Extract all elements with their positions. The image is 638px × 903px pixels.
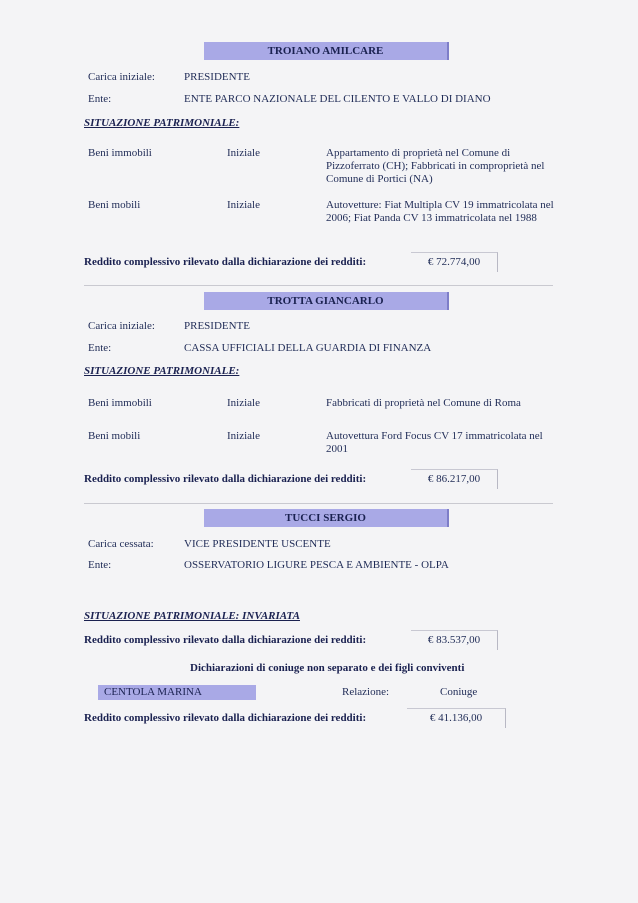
asset-type: Beni immobili xyxy=(88,147,152,159)
entity-label: Ente: xyxy=(88,342,112,354)
asset-description: Autovettura Ford Focus CV 17 immatricolata nel 2001 xyxy=(326,430,543,455)
asset-description: Autovetture: Fiat Multipla CV 19 immatricolata nel 2006; Fiat Panda CV 13 immatricolata nel 1988 xyxy=(326,199,554,224)
person-name-bar: TUCCI SERGIO xyxy=(204,509,449,527)
family-declaration-title: Dichiarazioni di coniuge non separato e dei figli conviventi xyxy=(190,662,465,674)
asset-type: Beni immobili xyxy=(88,397,152,409)
income-value: € 72.774,00 xyxy=(411,252,498,272)
separator-line xyxy=(84,285,553,286)
asset-type: Beni mobili xyxy=(88,199,141,211)
person-name-bar: TROTTA GIANCARLO xyxy=(204,292,449,310)
section-title: SITUAZIONE PATRIMONIALE: xyxy=(84,117,240,129)
section-title: SITUAZIONE PATRIMONIALE: xyxy=(84,365,240,377)
income-label: Reddito complessivo rilevato dalla dichiarazione dei redditi: xyxy=(84,634,367,646)
section-title: SITUAZIONE PATRIMONIALE: INVARIATA xyxy=(84,610,300,622)
relation-label: Relazione: xyxy=(342,686,390,698)
role-label: Carica cessata: xyxy=(88,538,154,550)
relation-value: Coniuge xyxy=(440,686,478,698)
income-value: € 83.537,00 xyxy=(411,630,498,650)
family-income-label: Reddito complessivo rilevato dalla dichiarazione dei redditi: xyxy=(84,712,367,724)
asset-status: Iniziale xyxy=(227,397,260,409)
income-label: Reddito complessivo rilevato dalla dichiarazione dei redditi: xyxy=(84,256,367,268)
role-label: Carica iniziale: xyxy=(88,71,155,83)
role-value: PRESIDENTE xyxy=(184,71,250,83)
asset-type: Beni mobili xyxy=(88,430,141,442)
asset-description: Fabbricati di proprietà nel Comune di Roma xyxy=(326,397,521,409)
role-value: VICE PRESIDENTE USCENTE xyxy=(184,538,331,550)
entity-value: CASSA UFFICIALI DELLA GUARDIA DI FINANZA xyxy=(184,342,432,354)
asset-status: Iniziale xyxy=(227,199,260,211)
family-member-name: CENTOLA MARINA xyxy=(98,685,256,700)
entity-label: Ente: xyxy=(88,559,112,571)
entity-value: ENTE PARCO NAZIONALE DEL CILENTO E VALLO DI DIANO xyxy=(184,93,491,105)
role-value: PRESIDENTE xyxy=(184,320,250,332)
entity-value: OSSERVATORIO LIGURE PESCA E AMBIENTE - OLPA xyxy=(184,559,449,571)
asset-status: Iniziale xyxy=(227,430,260,442)
separator-line xyxy=(84,503,553,504)
asset-description: Appartamento di proprietà nel Comune di Pizzoferrato (CH); Fabbricati in comproprietà nel Comune di Portici (NA) xyxy=(326,147,545,185)
income-value: € 86.217,00 xyxy=(411,469,498,489)
income-label: Reddito complessivo rilevato dalla dichiarazione dei redditi: xyxy=(84,473,367,485)
person-name-bar: TROIANO AMILCARE xyxy=(204,42,449,60)
asset-status: Iniziale xyxy=(227,147,260,159)
role-label: Carica iniziale: xyxy=(88,320,155,332)
entity-label: Ente: xyxy=(88,93,112,105)
family-income-value: € 41.136,00 xyxy=(407,708,506,728)
